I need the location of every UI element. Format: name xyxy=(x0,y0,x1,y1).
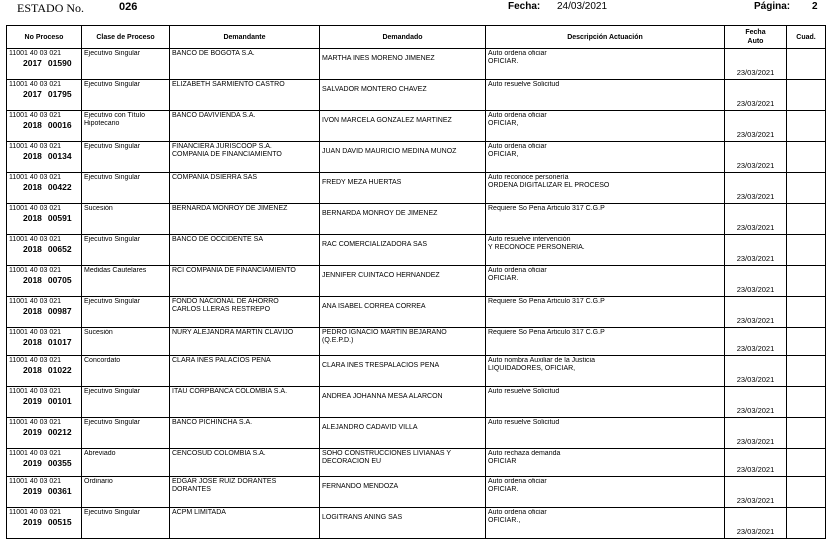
cell-cuad xyxy=(787,418,826,449)
demandado-line: ANA ISABEL CORREA CORREA xyxy=(322,303,426,310)
cell-fecha-auto: 23/03/2021 xyxy=(725,235,787,266)
descripcion-actuacion-line: Auto ordena oficiar xyxy=(488,143,547,150)
cell-no-proceso xyxy=(7,356,82,387)
proceso-num: 00652 xyxy=(47,244,72,254)
col-header-fecha-auto xyxy=(725,26,787,49)
cell-descripcion-actuacion xyxy=(486,142,725,173)
cell-demandado xyxy=(320,49,486,80)
cell-clase-proceso xyxy=(82,173,170,204)
table-row xyxy=(7,387,826,418)
cell-cuad xyxy=(787,49,826,80)
proceso-year: 2018 xyxy=(23,151,42,161)
demandado-line: FREDY MEZA HUERTAS xyxy=(322,179,402,186)
proceso-code: 11001 40 03 021 xyxy=(9,143,62,150)
descripcion-actuacion-line: Auto reconoce personería xyxy=(488,174,569,181)
cell-cuad xyxy=(787,477,826,508)
proceso-number xyxy=(9,120,79,130)
cell-cuad xyxy=(787,266,826,297)
cell-demandado xyxy=(320,356,486,387)
demandado-line: (Q.E.P.D.) xyxy=(322,337,354,344)
descripcion-actuacion-line: Auto resuelve Solicitud xyxy=(488,81,560,88)
cell-clase-proceso xyxy=(82,418,170,449)
table-row xyxy=(7,111,826,142)
demandante-line: DORANTES xyxy=(172,486,211,493)
demandado-line: PEDRO IGNACIO MARTIN BEJARANO xyxy=(322,329,447,336)
table-row xyxy=(7,508,826,539)
cell-descripcion-actuacion xyxy=(486,477,725,508)
cell-clase-proceso xyxy=(82,49,170,80)
demandante-line: FINANCIERA JURISCOOP S.A. xyxy=(172,143,272,150)
proceso-number xyxy=(9,396,79,406)
descripcion-actuacion-line: OFICIAR, xyxy=(488,120,519,127)
proceso-code: 11001 40 03 021 xyxy=(9,174,62,181)
clase-proceso-line: Ejecutivo Singular xyxy=(84,298,141,305)
proceso-num: 00591 xyxy=(47,213,72,223)
cell-no-proceso xyxy=(7,49,82,80)
cell-descripcion-actuacion xyxy=(486,297,725,328)
cell-cuad xyxy=(787,328,826,356)
descripcion-actuacion-line: Auto resuelve intervención xyxy=(488,236,571,243)
table-row xyxy=(7,418,826,449)
table-row xyxy=(7,142,826,173)
cell-fecha-auto: 23/03/2021 xyxy=(725,418,787,449)
proceso-num: 01795 xyxy=(47,89,72,99)
col-header-demandado: Demandado xyxy=(320,26,486,49)
cell-cuad xyxy=(787,387,826,418)
estado-table xyxy=(6,25,826,539)
cell-demandante xyxy=(170,49,320,80)
descripcion-actuacion-line: Auto resuelve Solicitud xyxy=(488,419,560,426)
cell-fecha-auto: 23/03/2021 xyxy=(725,387,787,418)
cell-fecha-auto: 23/03/2021 xyxy=(725,356,787,387)
pagina-label: Página: xyxy=(754,1,791,12)
table-row xyxy=(7,449,826,477)
cell-descripcion-actuacion xyxy=(486,80,725,111)
cell-no-proceso xyxy=(7,477,82,508)
proceso-year: 2019 xyxy=(23,427,42,437)
cell-clase-proceso xyxy=(82,235,170,266)
cell-clase-proceso xyxy=(82,297,170,328)
cell-demandante xyxy=(170,111,320,142)
cell-fecha-auto: 23/03/2021 xyxy=(725,449,787,477)
clase-proceso-line: Medidas Cautelares xyxy=(84,267,147,274)
proceso-year: 2018 xyxy=(23,244,42,254)
proceso-number xyxy=(9,458,79,468)
proceso-code: 11001 40 03 021 xyxy=(9,357,62,364)
demandante-line: NURY ALEJANDRA MARTIN CLAVIJO xyxy=(172,329,294,336)
proceso-num: 00422 xyxy=(47,182,72,192)
clase-proceso-line: Ejecutivo Singular xyxy=(84,388,141,395)
clase-proceso-line: Ejecutivo Singular xyxy=(84,50,141,57)
cell-cuad xyxy=(787,297,826,328)
demandado-line: LOGITRANS ANING SAS xyxy=(322,514,403,521)
proceso-year: 2018 xyxy=(23,213,42,223)
report-header xyxy=(0,0,830,24)
cell-demandado xyxy=(320,387,486,418)
cell-demandante xyxy=(170,266,320,297)
estado-label: ESTADO No. xyxy=(17,1,85,15)
descripcion-actuacion-line: Auto rechaza demanda xyxy=(488,450,561,457)
proceso-num: 00212 xyxy=(47,427,72,437)
col-header-no-proceso: No Proceso xyxy=(7,26,82,49)
cell-no-proceso xyxy=(7,387,82,418)
cell-descripcion-actuacion xyxy=(486,328,725,356)
cell-demandado xyxy=(320,80,486,111)
fecha-auto-line-2: Auto xyxy=(747,38,764,45)
demandante-line: COMPAÑIA DE FINANCIAMIENTO xyxy=(172,151,282,158)
cell-descripcion-actuacion xyxy=(486,173,725,204)
descripcion-actuacion-line: OFICIAR. xyxy=(488,58,519,65)
cell-fecha-auto: 23/03/2021 xyxy=(725,204,787,235)
cell-demandado xyxy=(320,418,486,449)
descripcion-actuacion-line: OFICIAR., xyxy=(488,517,521,524)
cell-demandado xyxy=(320,328,486,356)
descripcion-actuacion-line: Auto resuelve Solicitud xyxy=(488,388,560,395)
cell-descripcion-actuacion xyxy=(486,418,725,449)
proceso-number xyxy=(9,365,79,375)
fecha-value: 24/03/2021 xyxy=(557,1,608,12)
cell-cuad xyxy=(787,111,826,142)
cell-clase-proceso xyxy=(82,449,170,477)
descripcion-actuacion-line: OFICIAR. xyxy=(488,486,519,493)
proceso-year: 2018 xyxy=(23,275,42,285)
clase-proceso-line: Ejecutivo Singular xyxy=(84,509,141,516)
cell-cuad xyxy=(787,142,826,173)
cell-fecha-auto: 23/03/2021 xyxy=(725,477,787,508)
demandado-line: JENNIFER CUINTACO HERNANDEZ xyxy=(322,272,440,279)
cell-fecha-auto: 23/03/2021 xyxy=(725,49,787,80)
proceso-code: 11001 40 03 021 xyxy=(9,450,62,457)
cell-no-proceso xyxy=(7,449,82,477)
table-row xyxy=(7,266,826,297)
table-row xyxy=(7,328,826,356)
cell-cuad xyxy=(787,508,826,539)
descripcion-actuacion-line: Auto ordena oficiar xyxy=(488,267,547,274)
demandante-line: CLARA INES PALACIOS PEÑA xyxy=(172,357,271,364)
cell-no-proceso xyxy=(7,204,82,235)
demandado-line: CLARA INES TRESPALACIOS PEÑA xyxy=(322,362,440,369)
cell-clase-proceso xyxy=(82,80,170,111)
demandado-line: FERNANDO MENDOZA xyxy=(322,483,399,490)
proceso-year: 2017 xyxy=(23,89,42,99)
clase-proceso-line: Ordinario xyxy=(84,478,113,485)
cell-no-proceso xyxy=(7,142,82,173)
clase-proceso-line: Ejecutivo Singular xyxy=(84,236,141,243)
cell-demandante xyxy=(170,387,320,418)
cell-clase-proceso xyxy=(82,204,170,235)
table-row xyxy=(7,173,826,204)
descripcion-actuacion-line: Auto ordena oficiar xyxy=(488,509,547,516)
cell-demandado xyxy=(320,173,486,204)
demandante-line: ACPM LIMITADA xyxy=(172,509,226,516)
proceso-num: 00515 xyxy=(47,517,72,527)
demandado-line: DECORACION EU xyxy=(322,458,382,465)
descripcion-actuacion-line: LIQUIDADORES, OFICIAR, xyxy=(488,365,576,372)
proceso-year: 2018 xyxy=(23,306,42,316)
demandado-line: IVON MARCELA GONZALEZ MARTINEZ xyxy=(322,117,452,124)
descripcion-actuacion-line: Y RECONOCE PERSONERIA. xyxy=(488,244,585,251)
cell-demandante xyxy=(170,142,320,173)
cell-clase-proceso xyxy=(82,142,170,173)
proceso-code: 11001 40 03 021 xyxy=(9,478,62,485)
demandado-line: ANDREA JOHANNA MESA ALARCON xyxy=(322,393,443,400)
table-row xyxy=(7,235,826,266)
clase-proceso-line: Ejecutivo Singular xyxy=(84,419,141,426)
cell-descripcion-actuacion xyxy=(486,204,725,235)
proceso-year: 2017 xyxy=(23,58,42,68)
proceso-number xyxy=(9,182,79,192)
cell-descripcion-actuacion xyxy=(486,508,725,539)
proceso-code: 11001 40 03 021 xyxy=(9,329,62,336)
col-header-cuad: Cuad. xyxy=(787,26,826,49)
demandado-line: JUAN DAVID MAURICIO MEDINA MUÑOZ xyxy=(322,148,457,155)
cell-descripcion-actuacion xyxy=(486,235,725,266)
demandante-line: ITAU CORPBANCA COLOMBIA S.A. xyxy=(172,388,288,395)
cell-fecha-auto: 23/03/2021 xyxy=(725,173,787,204)
cell-demandante xyxy=(170,204,320,235)
cell-demandante xyxy=(170,235,320,266)
col-header-clase: Clase de Proceso xyxy=(82,26,170,49)
estado-number: 026 xyxy=(119,1,138,13)
proceso-year: 2019 xyxy=(23,486,42,496)
cell-no-proceso xyxy=(7,266,82,297)
clase-proceso-line: Ejecutivo Singular xyxy=(84,81,141,88)
table-row xyxy=(7,477,826,508)
descripcion-actuacion-line: Auto nombra Auxiliar de la Justicia xyxy=(488,357,595,364)
cell-cuad xyxy=(787,80,826,111)
demandado-line: RAC COMERCIALIZADORA SAS xyxy=(322,241,428,248)
proceso-code: 11001 40 03 021 xyxy=(9,112,62,119)
cell-demandante xyxy=(170,508,320,539)
proceso-year: 2018 xyxy=(23,120,42,130)
table-row xyxy=(7,356,826,387)
cell-demandado xyxy=(320,297,486,328)
cell-descripcion-actuacion xyxy=(486,356,725,387)
descripcion-actuacion-line: Requiere So Pena Articulo 317 C.G.P xyxy=(488,298,605,305)
proceso-code: 11001 40 03 021 xyxy=(9,509,62,516)
table-row xyxy=(7,204,826,235)
proceso-num: 00705 xyxy=(47,275,72,285)
cell-no-proceso xyxy=(7,418,82,449)
cell-demandante xyxy=(170,297,320,328)
cell-demandante xyxy=(170,80,320,111)
demandante-line: COMPAÑIA DSIERRA SAS xyxy=(172,174,258,181)
descripcion-actuacion-line: Requiere So Pena Articulo 317 C.G.P xyxy=(488,329,605,336)
proceso-num: 00361 xyxy=(47,486,72,496)
proceso-num: 01017 xyxy=(47,337,72,347)
cell-cuad xyxy=(787,204,826,235)
cell-demandante xyxy=(170,356,320,387)
cell-clase-proceso xyxy=(82,508,170,539)
cell-fecha-auto: 23/03/2021 xyxy=(725,80,787,111)
cell-demandado xyxy=(320,111,486,142)
demandado-line: BERNARDA MONROY DE JIMENEZ xyxy=(322,210,438,217)
cell-descripcion-actuacion xyxy=(486,387,725,418)
proceso-year: 2019 xyxy=(23,517,42,527)
cell-demandado xyxy=(320,235,486,266)
col-header-descripcion: Descripción Actuación xyxy=(486,26,725,49)
proceso-number xyxy=(9,244,79,254)
cell-clase-proceso xyxy=(82,111,170,142)
cell-demandante xyxy=(170,328,320,356)
cell-no-proceso xyxy=(7,111,82,142)
proceso-num: 01590 xyxy=(47,58,72,68)
table-row xyxy=(7,80,826,111)
cell-no-proceso xyxy=(7,297,82,328)
clase-proceso-line: Sucesión xyxy=(84,329,113,336)
cell-cuad xyxy=(787,449,826,477)
table-body xyxy=(7,49,826,539)
cell-descripcion-actuacion xyxy=(486,266,725,297)
demandante-line: BERNARDA MONROY DE JIMENEZ xyxy=(172,205,288,212)
proceso-year: 2019 xyxy=(23,396,42,406)
cell-clase-proceso xyxy=(82,266,170,297)
proceso-code: 11001 40 03 021 xyxy=(9,267,62,274)
proceso-num: 00016 xyxy=(47,120,72,130)
cell-cuad xyxy=(787,356,826,387)
cell-demandado xyxy=(320,266,486,297)
demandante-line: ELIZABETH SARMIENTO CASTRO xyxy=(172,81,285,88)
cell-no-proceso xyxy=(7,235,82,266)
pagina-value: 2 xyxy=(812,1,818,12)
cell-clase-proceso xyxy=(82,356,170,387)
proceso-number xyxy=(9,58,79,68)
proceso-number xyxy=(9,151,79,161)
demandante-line: EDGAR JOSE RUIZ DORANTES xyxy=(172,478,277,485)
demandado-line: SALVADOR MONTERO CHAVEZ xyxy=(322,86,427,93)
cell-no-proceso xyxy=(7,80,82,111)
cell-demandado xyxy=(320,477,486,508)
table-header-row xyxy=(7,26,826,49)
proceso-year: 2018 xyxy=(23,337,42,347)
descripcion-actuacion-line: OFICIAR. xyxy=(488,275,519,282)
proceso-code: 11001 40 03 021 xyxy=(9,205,62,212)
cell-no-proceso xyxy=(7,328,82,356)
descripcion-actuacion-line: Auto ordena oficiar xyxy=(488,478,547,485)
cell-fecha-auto: 23/03/2021 xyxy=(725,328,787,356)
proceso-number xyxy=(9,427,79,437)
demandante-line: CARLOS LLERAS RESTREPO xyxy=(172,306,271,313)
cell-demandante xyxy=(170,173,320,204)
cell-fecha-auto: 23/03/2021 xyxy=(725,297,787,328)
cell-demandado xyxy=(320,508,486,539)
descripcion-actuacion-line: Requiere So Pena Articulo 317 C.G.P xyxy=(488,205,605,212)
clase-proceso-line: Ejecutivo con Título xyxy=(84,112,145,119)
proceso-code: 11001 40 03 021 xyxy=(9,419,62,426)
demandado-line: SOHO CONSTRUCCIONES LIVIANAS Y xyxy=(322,450,452,457)
descripcion-actuacion-line: Auto ordena oficiar xyxy=(488,50,547,57)
clase-proceso-line: Sucesión xyxy=(84,205,113,212)
fecha-label: Fecha: xyxy=(508,1,541,12)
descripcion-actuacion-line: ORDENA DIGITALIZAR EL PROCESO xyxy=(488,182,610,189)
proceso-num: 00101 xyxy=(47,396,72,406)
cell-descripcion-actuacion xyxy=(486,111,725,142)
demandante-line: RCI COMPAÑIA DE FINANCIAMIENTO xyxy=(172,267,296,274)
proceso-code: 11001 40 03 021 xyxy=(9,50,62,57)
cell-fecha-auto: 23/03/2021 xyxy=(725,111,787,142)
cell-cuad xyxy=(787,173,826,204)
proceso-code: 11001 40 03 021 xyxy=(9,388,62,395)
table-row xyxy=(7,297,826,328)
cell-no-proceso xyxy=(7,173,82,204)
proceso-number xyxy=(9,89,79,99)
proceso-num: 00987 xyxy=(47,306,72,316)
cell-demandado xyxy=(320,449,486,477)
proceso-num: 00355 xyxy=(47,458,72,468)
table-row xyxy=(7,49,826,80)
demandado-line: ALEJANDRO CADAVID VILLA xyxy=(322,424,418,431)
proceso-year: 2018 xyxy=(23,182,42,192)
proceso-number xyxy=(9,517,79,527)
proceso-number xyxy=(9,486,79,496)
clase-proceso-line: Ejecutivo Singular xyxy=(84,143,141,150)
cell-descripcion-actuacion xyxy=(486,449,725,477)
proceso-number xyxy=(9,306,79,316)
demandado-line: MARTHA INES MORENO JIMENEZ xyxy=(322,55,435,62)
demandante-line: BANCO PICHINCHA S.A. xyxy=(172,419,253,426)
cell-demandante xyxy=(170,418,320,449)
demandante-line: CENCOSUD COLOMBIA S.A. xyxy=(172,450,266,457)
cell-fecha-auto: 23/03/2021 xyxy=(725,142,787,173)
demandante-line: BANCO DE BOGOTA S.A. xyxy=(172,50,255,57)
clase-proceso-line: Hipotecario xyxy=(84,120,120,127)
cell-clase-proceso xyxy=(82,328,170,356)
cell-demandado xyxy=(320,204,486,235)
proceso-num: 00134 xyxy=(47,151,72,161)
cell-demandado xyxy=(320,142,486,173)
clase-proceso-line: Concordato xyxy=(84,357,121,364)
proceso-num: 01022 xyxy=(47,365,72,375)
proceso-number xyxy=(9,275,79,285)
proceso-year: 2018 xyxy=(23,365,42,375)
demandante-line: FONDO NACIONAL DE AHORRO xyxy=(172,298,279,305)
proceso-code: 11001 40 03 021 xyxy=(9,236,62,243)
descripcion-actuacion-line: Auto ordena oficiar xyxy=(488,112,547,119)
cell-clase-proceso xyxy=(82,477,170,508)
fecha-auto-line-1: Fecha xyxy=(745,29,766,36)
cell-clase-proceso xyxy=(82,387,170,418)
cell-descripcion-actuacion xyxy=(486,49,725,80)
demandante-line: BANCO DE OCCIDENTE SA xyxy=(172,236,264,243)
proceso-code: 11001 40 03 021 xyxy=(9,81,62,88)
cell-no-proceso xyxy=(7,508,82,539)
proceso-code: 11001 40 03 021 xyxy=(9,298,62,305)
proceso-year: 2019 xyxy=(23,458,42,468)
proceso-number xyxy=(9,213,79,223)
cell-fecha-auto: 23/03/2021 xyxy=(725,266,787,297)
cell-fecha-auto: 23/03/2021 xyxy=(725,508,787,539)
demandante-line: BANCO DAVIVIENDA S.A. xyxy=(172,112,256,119)
descripcion-actuacion-line: OFICIAR xyxy=(488,458,517,465)
cell-cuad xyxy=(787,235,826,266)
clase-proceso-line: Abreviado xyxy=(84,450,116,457)
proceso-number xyxy=(9,337,79,347)
clase-proceso-line: Ejecutivo Singular xyxy=(84,174,141,181)
col-header-demandante: Demandante xyxy=(170,26,320,49)
cell-demandante xyxy=(170,477,320,508)
descripcion-actuacion-line: OFICIAR, xyxy=(488,151,519,158)
cell-demandante xyxy=(170,449,320,477)
